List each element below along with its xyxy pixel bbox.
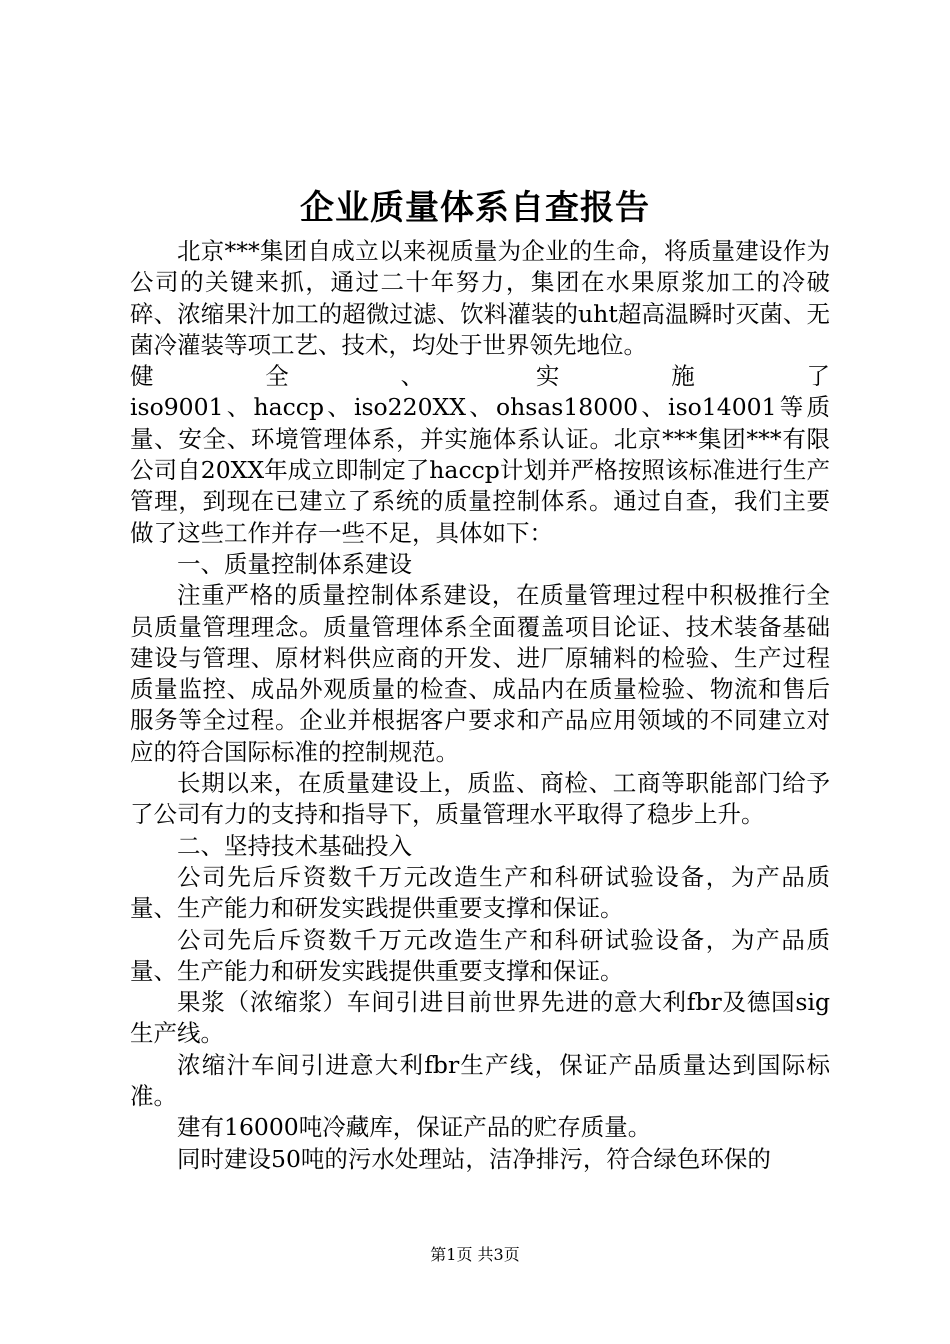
paragraph-wastewater: 同时建设50吨的污水处理站，洁净排污，符合绿色环保的 xyxy=(177,1144,771,1173)
paragraph-long-term: 长期以来，在质量建设上，质监、商检、工商等职能部门给予了公司有力的支持和指导下，质量管理水平取得了稳步上升。 xyxy=(130,769,830,829)
paragraph-pulp-workshop: 果浆（浓缩浆）车间引进目前世界先进的意大利fbr及德国sig生产线。 xyxy=(130,988,830,1048)
section-heading-1: 一、质量控制体系建设 xyxy=(177,549,412,578)
section-heading-2: 二、坚持技术基础投入 xyxy=(177,831,412,860)
paragraph-intro: 北京***集团自成立以来视质量为企业的生命，将质量建设作为公司的关键来抓，通过二十年努力，集团在水果原浆加工的冷破碎、浓缩果汁加工的超微过滤、饮料灌装的uht超高温瞬时灭菌、无菌冷灌装等项工艺、技术，均处于世界领先地位。 xyxy=(130,237,830,359)
paragraph-quality-system: 注重严格的质量控制体系建设，在质量管理过程中积极推行全员质量管理理念。质量管理体系全面覆盖项目论证、技术装备基础建设与管理、原材料供应商的开发、进厂原辅料的检验、生产过程质量监控、成品外观质量的检查、成品内在质量检验、物流和售后服务等全过程。企业并根据客户要求和产品应用领域的不同建立对应的符合国际标准的控制规范。 xyxy=(130,581,830,766)
paragraph-spread-line: 健全、实施了 xyxy=(130,362,830,391)
document-title: 企业质量体系自查报告 xyxy=(300,188,650,228)
paragraph-concentrate-workshop: 浓缩汁车间引进意大利fbr生产线，保证产品质量达到国际标准。 xyxy=(130,1050,830,1111)
paragraph-cold-storage: 建有16000吨冷藏库，保证产品的贮存质量。 xyxy=(177,1113,652,1142)
document-body xyxy=(130,236,830,1175)
paragraph-investment-1: 公司先后斥资数千万元改造生产和科研试验设备，为产品质量、生产能力和研发实践提供重要支撑和保证。 xyxy=(130,862,830,923)
paragraph-investment-2: 公司先后斥资数千万元改造生产和科研试验设备，为产品质量、生产能力和研发实践提供重要支撑和保证。 xyxy=(130,925,830,985)
paragraph-certifications: iso9001、haccp、iso220XX、ohsas18000、iso14001等质量、安全、环境管理体系，并实施体系认证。北京***集团***有限公司自20XX年成立即制定了haccp计划并严格按照该标准进行生产管理，到现在已建立了系统的质量控制体系。通过自查，我们主要做了这些工作并存一些不足，具体如下： xyxy=(130,393,830,547)
page-footer: 第1页 共3页 xyxy=(430,1245,520,1264)
